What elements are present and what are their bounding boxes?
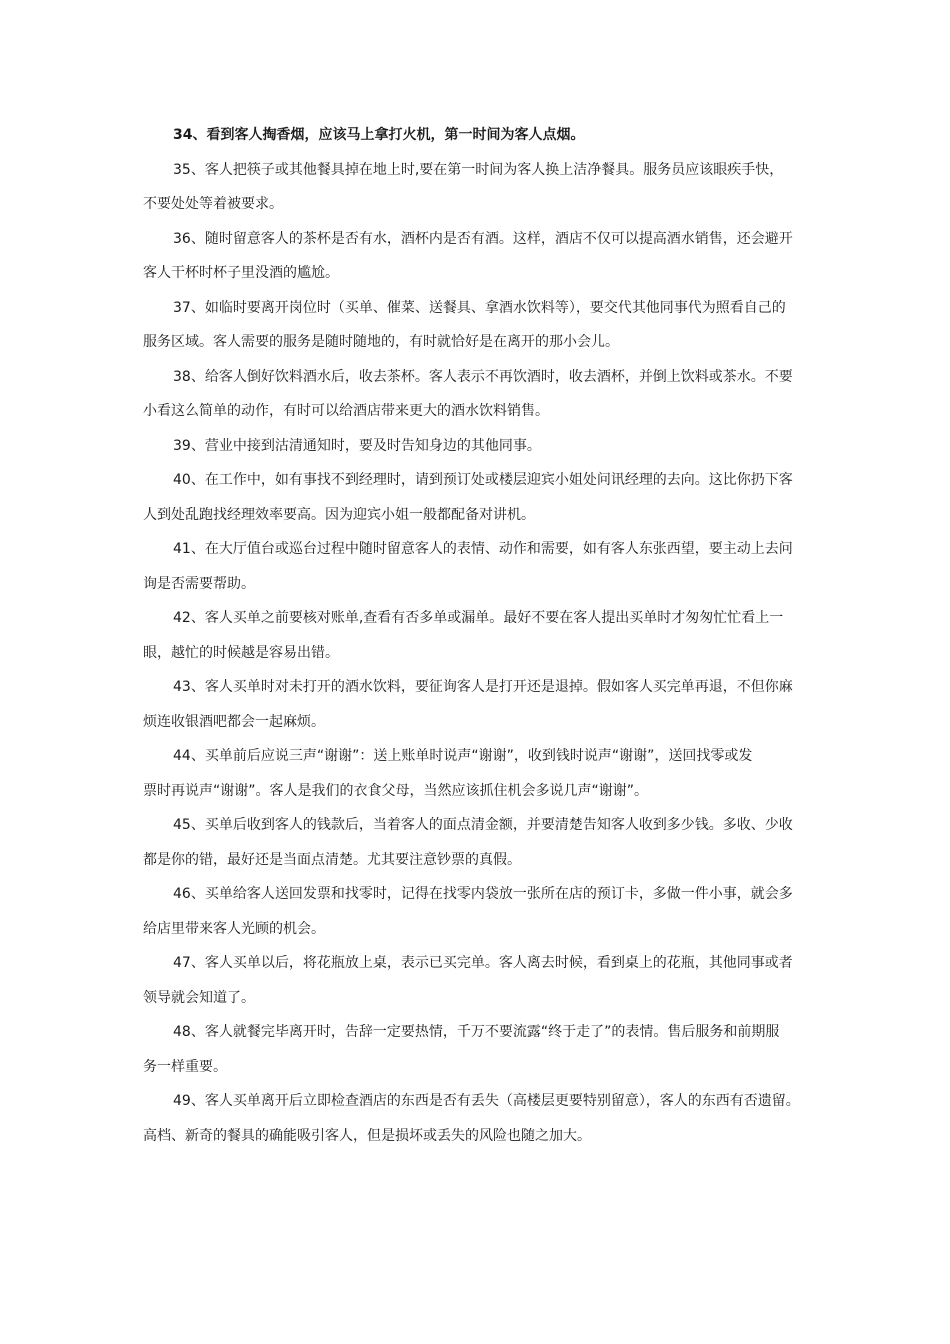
paragraph-continuation-line: 人到处乱跑找经理效率要高。因为迎宾小姐一般都配备对讲机。	[143, 506, 535, 523]
paragraph	[143, 1024, 819, 1076]
paragraph-continuation-line: 烦连收银酒吧都会一起麻烦。	[143, 713, 325, 730]
paragraph-continuation-line: 不要处处等着被要求。	[143, 196, 283, 212]
paragraph-first-line: 45、买单后收到客人的钱款后，当着客人的面点清金额，并要清楚告知客人收到多少钱。多收、少收	[173, 817, 793, 833]
paragraph	[143, 610, 819, 662]
paragraph-continuation-line: 务一样重要。	[143, 1058, 227, 1075]
paragraph-continuation-line: 询是否需要帮助。	[143, 575, 255, 592]
paragraph	[143, 541, 819, 593]
paragraph	[143, 231, 819, 283]
paragraph-continuation-line: 领导就会知道了。	[143, 989, 255, 1006]
paragraph	[143, 1093, 819, 1145]
paragraph-continuation-line: 客人干杯时杯子里没酒的尴尬。	[143, 265, 339, 281]
paragraph	[143, 748, 819, 800]
paragraph-first-line: 48、客人就餐完毕离开时，告辞一定要热情，千万不要流露“终于走了”的表情。售后服务和前期服	[173, 1024, 780, 1040]
paragraph-continuation-line: 服务区域。客人需要的服务是随时随地的，有时就恰好是在离开的那小会儿。	[143, 334, 619, 350]
paragraph-first-line: 49、客人买单离开后立即检查酒店的东西是否有丢失（高楼层更要特别留意），客人的东西有否遗留。	[173, 1093, 800, 1109]
paragraph-continuation-line: 高档、新奇的餐具的确能吸引客人，但是损坏或丢失的风险也随之加大。	[143, 1127, 591, 1144]
paragraph-first-line: 41、在大厅值台或巡台过程中随时留意客人的表情、动作和需要，如有客人东张西望，要主动上去问	[173, 541, 793, 557]
paragraph-first-line: 38、给客人倒好饮料酒水后，收去茶杯。客人表示不再饮酒时，收去酒杯，并倒上饮料或茶水。不要	[173, 368, 793, 385]
paragraph	[143, 162, 819, 214]
paragraph-continuation-line: 眼，越忙的时候越是容易出错。	[143, 644, 339, 661]
paragraph	[143, 679, 819, 731]
paragraph	[143, 472, 819, 524]
paragraph-first-line: 34、看到客人掏香烟，应该马上拿打火机，第一时间为客人点烟。	[173, 127, 585, 143]
paragraph-continuation-line: 都是你的错，最好还是当面点清楚。尤其要注意钞票的真假。	[143, 851, 521, 868]
paragraph	[143, 369, 819, 421]
paragraph	[143, 438, 819, 456]
paragraph	[143, 955, 819, 1007]
paragraph-continuation-line: 给店里带来客人光顾的机会。	[143, 920, 325, 937]
paragraph-first-line: 35、客人把筷子或其他餐具掉在地上时,要在第一时间为客人换上洁净餐具。服务员应该眼疾手快，	[173, 161, 784, 178]
paragraph-continuation-line: 小看这么简单的动作，有时可以给酒店带来更大的酒水饮料销售。	[143, 403, 549, 419]
paragraph	[143, 817, 819, 869]
paragraph-first-line: 39、营业中接到沽清通知时，要及时告知身边的其他同事。	[173, 437, 541, 454]
paragraph-continuation-line: 票时再说声“谢谢”。客人是我们的衣食父母，当然应该抓住机会多说几声“谢谢”。	[143, 782, 649, 799]
paragraph	[143, 886, 819, 938]
paragraph	[143, 127, 819, 145]
paragraph-first-line: 46、买单给客人送回发票和找零时，记得在找零内袋放一张所在店的预订卡，多做一件小事，就会多	[173, 886, 793, 902]
document-body	[143, 127, 819, 1162]
paragraph-first-line: 36、随时留意客人的茶杯是否有水，酒杯内是否有酒。这样，酒店不仅可以提高酒水销售，还会避开	[173, 230, 793, 247]
paragraph-first-line: 43、客人买单时对未打开的酒水饮料，要征询客人是打开还是退掉。假如客人买完单再退，不但你麻	[173, 679, 793, 695]
paragraph	[143, 300, 819, 352]
paragraph-first-line: 42、客人买单之前要核对账单,查看有否多单或漏单。最好不要在客人提出买单时才匆匆忙忙看上一	[173, 610, 784, 626]
paragraph-first-line: 44、买单前后应说三声“谢谢”：送上账单时说声“谢谢”，收到钱时说声“谢谢”，送回找零或发	[173, 748, 753, 764]
paragraph-first-line: 47、客人买单以后，将花瓶放上桌，表示已买完单。客人离去时候，看到桌上的花瓶，其他同事或者	[173, 955, 793, 971]
paragraph-first-line: 37、如临时要离开岗位时（买单、催菜、送餐具、拿酒水饮料等），要交代其他同事代为照看自己的	[173, 299, 786, 316]
paragraph-first-line: 40、在工作中，如有事找不到经理时，请到预订处或楼层迎宾小姐处问讯经理的去向。这比你扔下客	[173, 472, 793, 488]
